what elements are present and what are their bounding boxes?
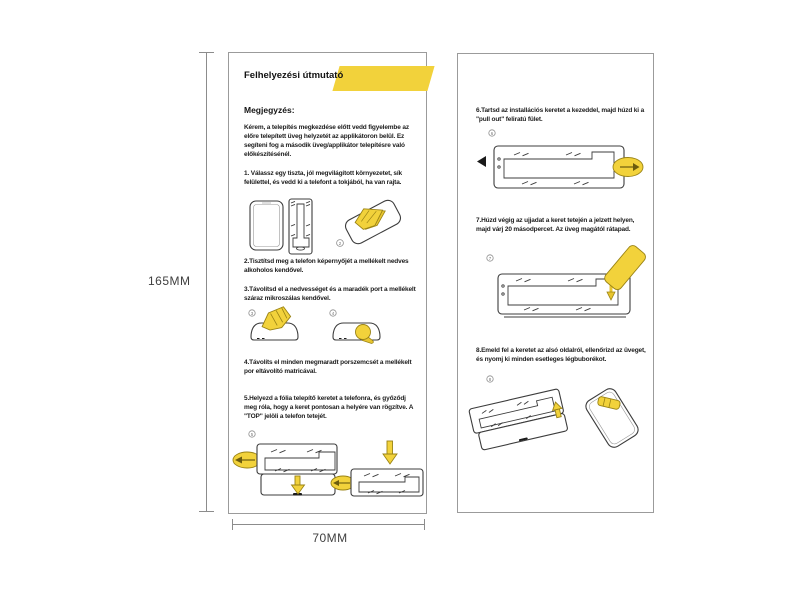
step-1-illustration — [245, 196, 415, 258]
step-3-text: 3.Távolítsd el a nedvességet és a maradék port a mellékelt száraz mikroszálas kendővel. — [244, 286, 416, 302]
svg-text:4: 4 — [331, 310, 335, 316]
note-body: Kérem, a telepítés megkezdése előtt vedd figyelembe az előre telepített üveg helyzetét az applikátoron belül. Ez segíteni fog a második üveg/applikátor telepítésre való előkészítésénél. — [244, 124, 409, 158]
left-instruction-panel — [228, 52, 427, 514]
height-dimension-line — [206, 52, 207, 512]
svg-text:7: 7 — [488, 255, 492, 261]
svg-text:5: 5 — [250, 431, 254, 437]
height-dimension-label: 165MM — [148, 274, 191, 288]
phone-cloth-wipe-icon — [251, 306, 298, 340]
step-8-illustration — [466, 372, 651, 457]
svg-text:6: 6 — [490, 130, 494, 136]
lift-frame-icon — [469, 389, 568, 452]
title-highlight-band — [332, 66, 434, 91]
width-dimension-cap-left — [232, 519, 233, 530]
down-arrow-icon — [383, 441, 397, 464]
note-heading: Megjegyzés: — [244, 105, 295, 115]
width-dimension-line — [232, 524, 425, 525]
height-dimension-cap-top — [199, 52, 214, 53]
left-arrowhead-icon — [477, 156, 486, 167]
step-6-illustration — [470, 126, 650, 192]
step-2-marker — [337, 240, 344, 247]
step-4-text: 4.Távolíts el minden megmaradt porszemcsét a mellékelt por eltávolító matricával. — [244, 359, 412, 375]
frame-on-phone-icon — [233, 444, 337, 496]
step-7-text: 7.Húzd végig az ujjadat a keret tetején a jelzett helyen, majd várj 20 másodpercet. Az üveg magától rátapad. — [476, 217, 635, 233]
page-title: Felhelyezési útmutató — [244, 70, 344, 81]
applicator-frame-portrait-icon — [289, 199, 312, 254]
frame-with-arrow-icon — [331, 441, 423, 496]
pull-out-tab-icon — [613, 158, 643, 177]
step-6-marker — [489, 130, 495, 136]
step-2-text: 2.Tisztítsd meg a telefon képernyőjét a mellékelt nedves alkoholos kendővel. — [244, 258, 409, 274]
step-6-text: 6.Tartsd az installációs keretet a kezeddel, majd húzd ki a "pull out" feliratú fület. — [476, 107, 645, 123]
width-dimension-cap-right — [424, 519, 425, 530]
height-dimension-cap-bottom — [199, 511, 214, 512]
right-instruction-panel — [457, 53, 654, 513]
phone-dust-sticker-icon — [333, 323, 380, 344]
step-5-text: 5.Helyezd a fólia telepítő keretet a telefonra, és győződj meg róla, hogy a keret pontosan a helyére van rögzítve. A "TOP" jelöli a telefon tetejét. — [244, 395, 414, 420]
step-4-marker — [330, 310, 336, 316]
step-8-marker — [487, 376, 493, 382]
width-dimension-label: 70MM — [312, 531, 348, 545]
svg-text:8: 8 — [488, 376, 492, 382]
svg-text:2: 2 — [338, 240, 342, 246]
step-1-text: 1. Válassz egy tiszta, jól megvilágított környezetet, sík felülettel, és vedd ki a telefont a tokjából, ha van rajta. — [244, 170, 402, 186]
step-8-text: 8.Emeld fel a keretet az alsó oldalról, ellenőrizd az üveget, és nyomj ki minden esetleges légbuborékot. — [476, 347, 646, 363]
phone-portrait-icon — [250, 201, 283, 250]
step-7-marker — [487, 255, 493, 261]
phone-with-wipe-icon — [342, 195, 403, 246]
step-7-illustration — [470, 248, 650, 326]
installation-frame-icon — [494, 146, 624, 188]
step-3-marker — [249, 310, 255, 316]
step-3-4-illustration — [243, 305, 408, 347]
step-5-marker — [249, 431, 255, 437]
svg-text:3: 3 — [250, 310, 254, 316]
step-5-illustration — [231, 427, 424, 511]
phone-squeegee-icon — [583, 386, 640, 450]
